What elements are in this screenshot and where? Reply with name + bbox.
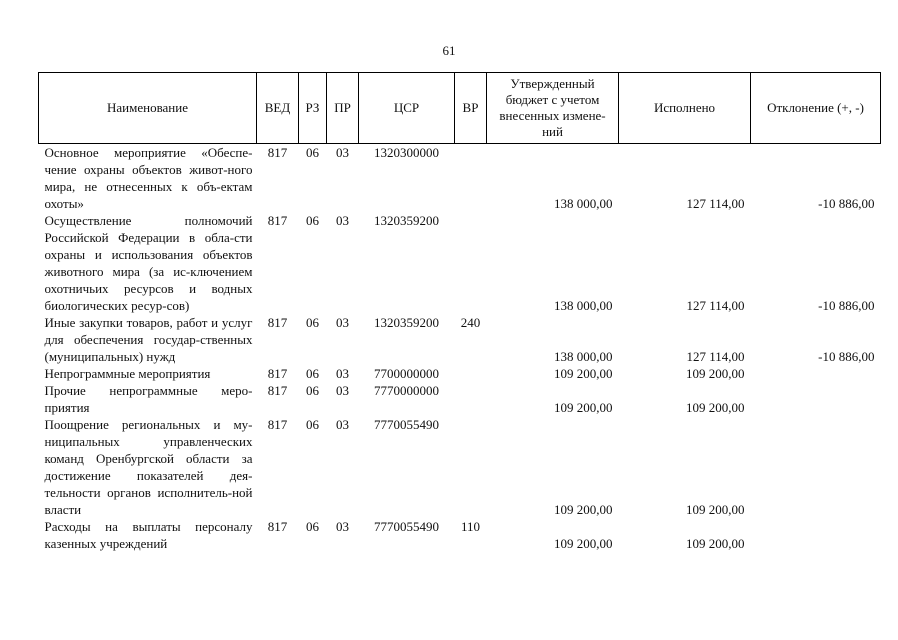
row-deviation <box>751 365 881 382</box>
row-approved: 138 000,00 <box>554 196 613 211</box>
row-deviation <box>751 416 881 518</box>
table-row <box>39 144 881 213</box>
table-row <box>39 365 881 382</box>
row-pr: 03 <box>336 213 349 228</box>
header-approved: Утвержденный бюджет с учетом внесенных измене-ний <box>487 73 619 144</box>
table-row <box>39 314 881 365</box>
row-rz: 06 <box>306 519 319 534</box>
row-name: Расходы на выплаты персоналу казенных учреждений <box>44 519 253 551</box>
row-deviation: -10 886,00 <box>818 298 875 313</box>
row-vr <box>455 416 487 518</box>
row-vr <box>455 382 487 416</box>
row-executed: 109 200,00 <box>686 366 745 381</box>
row-executed: 109 200,00 <box>686 536 745 551</box>
row-executed: 127 114,00 <box>686 349 745 364</box>
row-csr: 7770055490 <box>374 519 439 534</box>
header-name: Наименование <box>39 73 257 144</box>
row-csr: 1320359200 <box>374 315 439 330</box>
table-header <box>39 73 881 144</box>
row-ved: 817 <box>267 315 288 330</box>
budget-table <box>38 72 881 552</box>
page-number: 61 <box>442 43 456 58</box>
row-name: Осуществление полномочий Российской Федерации в обла-сти охраны и использования объектов животного мира (за ис-ключением охотничьих ресурсов и водных биологических ресур-сов) <box>44 213 253 313</box>
header-rz: РЗ <box>299 73 327 144</box>
row-executed: 127 114,00 <box>686 298 745 313</box>
row-vr: 240 <box>460 315 481 330</box>
row-approved: 109 200,00 <box>554 400 613 415</box>
row-pr: 03 <box>336 519 349 534</box>
header-deviation: Отклонение (+, -) <box>751 73 881 144</box>
row-csr: 1320300000 <box>374 145 439 160</box>
row-approved: 138 000,00 <box>554 298 613 313</box>
row-approved: 109 200,00 <box>554 366 613 381</box>
table-row <box>39 382 881 416</box>
row-rz: 06 <box>306 366 319 381</box>
row-ved: 817 <box>267 417 288 432</box>
row-name: Иные закупки товаров, работ и услуг для обеспечения государ-ственных (муниципальных) нужд <box>44 315 253 364</box>
row-name: Прочие непрограммные меро-приятия <box>44 383 253 415</box>
table-row <box>39 416 881 518</box>
row-deviation <box>751 382 881 416</box>
row-csr: 7770000000 <box>374 383 439 398</box>
row-executed: 127 114,00 <box>686 196 745 211</box>
row-approved: 109 200,00 <box>554 536 613 551</box>
row-ved: 817 <box>267 145 288 160</box>
row-ved: 817 <box>267 519 288 534</box>
row-csr: 7770055490 <box>374 417 439 432</box>
row-executed: 109 200,00 <box>686 400 745 415</box>
table-row <box>39 518 881 552</box>
row-name: Основное мероприятие «Обеспе-чение охраны объектов живот-ного мира, не отнесенных к объ-ектам охоты» <box>44 145 253 211</box>
row-vr <box>455 212 487 314</box>
row-approved: 138 000,00 <box>554 349 613 364</box>
row-vr <box>455 365 487 382</box>
header-ved: ВЕД <box>257 73 299 144</box>
row-pr: 03 <box>336 315 349 330</box>
row-pr: 03 <box>336 383 349 398</box>
row-approved: 109 200,00 <box>554 502 613 517</box>
table-body <box>39 144 881 553</box>
row-csr: 1320359200 <box>374 213 439 228</box>
row-executed: 109 200,00 <box>686 502 745 517</box>
row-rz: 06 <box>306 417 319 432</box>
row-pr: 03 <box>336 366 349 381</box>
row-name: Поощрение региональных и му-ниципальных управленческих команд Оренбургской области за достижение показателей дея-тельности органов исполнитель-ной власти <box>44 417 253 517</box>
row-pr: 03 <box>336 145 349 160</box>
row-vr: 110 <box>460 519 481 534</box>
row-ved: 817 <box>267 366 288 381</box>
header-pr: ПР <box>327 73 359 144</box>
row-rz: 06 <box>306 383 319 398</box>
row-deviation <box>751 518 881 552</box>
row-rz: 06 <box>306 315 319 330</box>
row-deviation: -10 886,00 <box>818 196 875 211</box>
row-ved: 817 <box>267 213 288 228</box>
row-deviation: -10 886,00 <box>818 349 875 364</box>
header-executed: Исполнено <box>619 73 751 144</box>
row-vr <box>455 144 487 213</box>
header-vr: ВР <box>455 73 487 144</box>
row-ved: 817 <box>267 383 288 398</box>
row-rz: 06 <box>306 145 319 160</box>
row-pr: 03 <box>336 417 349 432</box>
row-rz: 06 <box>306 213 319 228</box>
row-csr: 7700000000 <box>374 366 439 381</box>
header-csr: ЦСР <box>359 73 455 144</box>
row-name: Непрограммные мероприятия <box>44 366 211 381</box>
table-row <box>39 212 881 314</box>
